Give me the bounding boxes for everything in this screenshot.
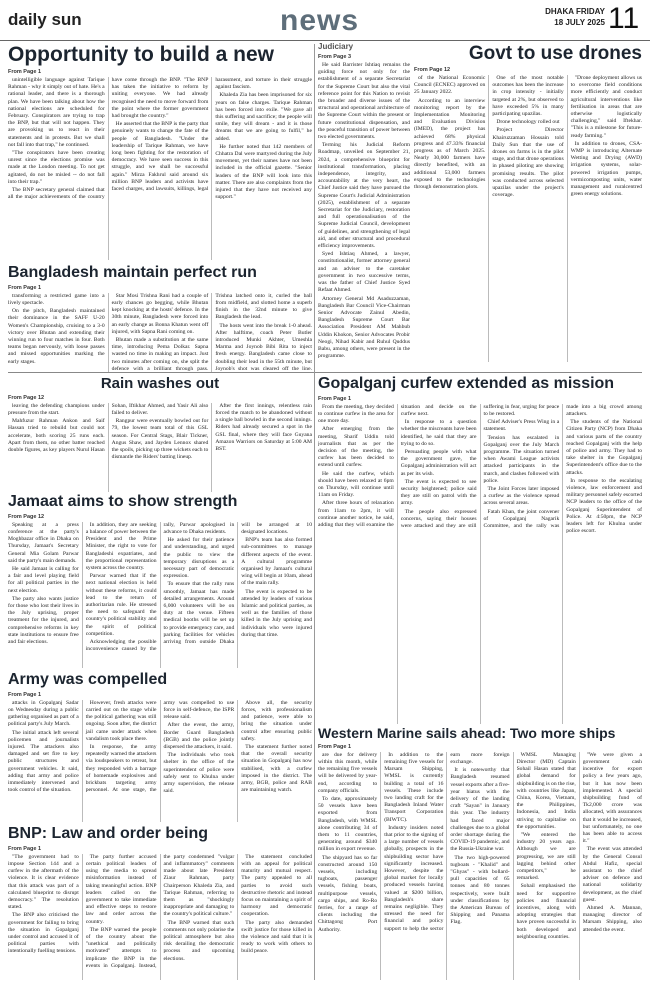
- headline: Rain washes out: [100, 376, 220, 392]
- article-gopalganj: [318, 376, 642, 724]
- paragraph: BNP's team has also formed sub-committees to manage different aspects of the event. A cultural programme organised by Jamaat's cultural wing will begin at 10am, ahead of the main rally.: [241, 537, 312, 587]
- paragraph: Persuading people with what the government gave, the Gopalganj administration will act as per its wish.: [400, 449, 477, 477]
- paragraph: The statement further noted that the overall security situation in Gopalganj has now stabilised, with a curfew imposed in the district. The army, BGB, police and RAB are maintaining watch.: [241, 744, 312, 794]
- source-line: From Page 1: [8, 845, 42, 852]
- paragraph: Attorney General Md Asaduzzaman, Bangladesh Bar Council Vice-Chairman Senior Advocate Zainul Abedin, Bangladesh Supreme Court Bar Association President AM Mahbub Uddin Khokon, Senior Advocates Probir Neogi, Nihad Kabir and Ruhul Quddus Babu, among others, were present in the programme.: [318, 295, 410, 360]
- paragraph: The party also wants justice for those who lost their lives in the July uprising, proper treatment for the injured, and comprehensive reforms in key state institutions to ensure free and fair elections.: [8, 595, 79, 646]
- paragraph: Parwar warned that if the next national election is held without these reforms, it could lead to the return of authoritarian rule. He stressed the need to safeguard the country's political stability and the spirit of political competition.: [85, 573, 157, 637]
- paragraph: Speaking at a press conference at the party's Moghbazar office in Dhaka on Thursday, Jamaat's Secretary General Mia Golam Parwar said the party's main demands.: [8, 521, 79, 564]
- paragraph: In addition, they are seeking a balance of power between the President and the Prime Minister, the right to vote for Bangladeshi expatriates, and the proportional representation system across the country.: [85, 521, 157, 572]
- paragraph: After three hours of relaxation from 11am to 2pm, it will continue another notice, he said, adding that they will examine the situation and decide on the curfew next.: [318, 403, 477, 529]
- masthead: [0, 0, 650, 41]
- paragraph: Industry insiders noted that prior to the signing of a large number of vessels globally, prospects in the shipbuilding sector have significantly increased. However, despite the global market for locally produced vessels having valued at $200 billion, Bangladesh's share remains negligible. They stressed the need for financial and policy support to help the sector earn more foreign exchange.: [384, 751, 510, 932]
- paragraph: Syed Ishtiaq Ahmed, a lawyer, constitutionalist, former attorney general and an adviser to the caretaker government in two successive terms, was the father of Chief Justice Syed Refaat Ahmed.: [318, 251, 410, 294]
- article-body: [318, 752, 642, 980]
- paragraph: Tension has escalated in Gopalganj over the July March programme. The situation turned when Awami League activists attacked participants in the march, and clashes followed with police.: [483, 434, 560, 484]
- issue-date: 18 JULY 2025: [554, 18, 605, 27]
- headline: Opportunity to build a new: [8, 44, 274, 66]
- article-football: [8, 265, 312, 373]
- brand-logo: daily sun: [8, 10, 82, 29]
- article-opportunity: [8, 44, 312, 260]
- article-body: [8, 522, 312, 668]
- paragraph: WMSL Managing Director (MD) Captain Sohail Hasan stated that global demand for shipbuilding is on the rise, with countries like Japan, China, Korea, Vietnam, the Philippines, Indonesia, and India striving to capitalise on the opportunities.: [516, 751, 576, 830]
- paragraph: Chief Adviser's Press Wing in a statement.: [483, 419, 560, 433]
- paragraph: transforming a restricted game into a lively spectacle.: [8, 292, 105, 306]
- headline: Gopalganj curfew extended as mission: [318, 376, 615, 392]
- weekday: FRIDAY: [575, 7, 605, 16]
- paragraph: "The government had to impose Section 144 and a curfew in the aftermath of the violence. It is clear evidence that this attack was part of a calculated blueprint to disrupt democracy." The resolution stated.: [8, 853, 79, 911]
- paragraph: Rangpur were eventually bowled out for 79, the lowest team total of this GSL season. For Central Stags, Blair Tickner, Angus Shaw, and Jayden Lennox shared the spoils, picking up three wickets each to dismantle the Riders' batting lineup.: [111, 418, 209, 461]
- paragraph: Terming his Judicial Reform Roadmap, unveiled on September 21, 2024, a comprehensive blueprint for institutional transformation, placing independence, integrity, and accountability at the very heart, the Chief Justice said they have pursued the Supreme Court's Judicial Administration (2025), establishment of a separate Secretariat for the Judiciary, restoration and full operationalisation of the Supreme Judicial Council, development of guidelines, and strengthening of legal aid, and other structural and procedural efficiency improvements.: [318, 142, 410, 250]
- paragraph: Project Director Khairuzzaman Hossain told Daily Sun that the use of drones on farms is in the pilot stage, and that drone operations in phased piloting are showing promising results. The pilot was conducted across selected upazilas under the project's coverage.: [492, 127, 564, 199]
- paragraph: of the National Economic Council (ECNEC) approved on 25 January 2022.: [414, 74, 486, 96]
- paragraph: The statement concluded with an appeal for political maturity and mutual respect. The party appealed to all parties to avoid such destructive rhetoric and instead focus on maintaining a spirit of harmony and democratic cooperation.: [241, 853, 312, 918]
- paragraph: After the first innings, relentless rain forced the match to be abandoned without a single ball bowled in the second innings. Riders had already secured a spot in the GSL final, where they will face Guyana Amazon Warriors on Saturday at 5:00 AM BST.: [215, 402, 312, 452]
- paragraph: leaving the defending champions under pressure from the start.: [8, 402, 105, 416]
- paragraph: Ahmed A. Mannan, managing director of Marsam Shipping, also attended the event.: [582, 904, 642, 933]
- paragraph: are due for delivery within this month, while the remaining five vessels will be delivered by year-end, according to company officials.: [318, 751, 378, 794]
- divider: [8, 372, 642, 373]
- paragraph: The BNP warned that such comments not only polarise the political atmosphere but also risk derailing the democratic process and upcoming elections.: [163, 919, 235, 962]
- headline: Govt to use drones: [468, 44, 642, 64]
- article-western-marine: [318, 726, 642, 980]
- page-number: 11: [608, 2, 640, 35]
- headline: Bangladesh maintain perfect run: [8, 265, 257, 281]
- source-line: From Page 12: [8, 394, 45, 401]
- paragraph: To date, approximately 50 vessels have been exported from Bangladesh, with WMSL alone contributing 34 of them to 11 countries, generating around $340 million in export revenue.: [318, 795, 378, 853]
- paragraph: In response to a question whether the miscreants have been identified, he said that they are trying to do so.: [400, 419, 477, 447]
- kicker: Judiciary: [318, 42, 354, 51]
- paragraph: unintelligible language against Tarique Rahman - why it simply out of hate. He's a rational leader, and there is a thorough plan. We have been talking about how the national elections are scheduled for February. Conspirators are trying to trap the BNP, but that will not happen. They are provoking us to react in their statements and in protests. But we shall not fall into that trap," he continued.: [8, 77, 105, 148]
- article-bnp: [8, 826, 312, 980]
- paragraph: According to an interview monitoring report by the Implementation Monitoring and Evaluation Division (IMED), the project has achieved 68% physical progress and 47.33% financial progress as of March 2025. Nearly 30,000 farmers have directly benefited, with an additional 53,000 farmers exposed to the technologies through demonstration plots.: [414, 97, 486, 190]
- paragraph: Mahfuzur Rahman Ankon and Saif Hassan tried to rebuild but could not accelerate, both scoring 25 runs each. Apart from them, no other batter reached double figures, as key players Nurul Hasan Sohan, Iftikhar Ahmed, and Yasir Ali also failed to deliver.: [8, 402, 209, 453]
- article-body: [318, 62, 410, 364]
- paragraph: In response, the army repeatedly warned the attackers via loudspeakers to retreat, but they responded with a barrage of homemade explosives and brickbats targeting army personnel. At one stage, the army was compelled to use force in self-defence, the ISPR release said.: [85, 699, 235, 794]
- article-body: [8, 854, 312, 980]
- paragraph: In addition to drones, CSA-WMP is introducing Alternate Wetting and Drying (AWD) irrigation systems, solar-powered irrigation pumps, vermicomposting units, water management and ruralcentred green energy solutions.: [570, 140, 642, 198]
- paragraph: After emerging from the meeting, Sharif Uddin told journalists that as per the decision of the meeting, the curfew has been decided to extend until curfew.: [318, 426, 394, 469]
- article-body: [8, 403, 312, 492]
- paragraph: "We entered the industry 20 years ago. Although we are progressing, we are still lagging behind other competitors," he remarked.: [516, 831, 576, 882]
- source-line: From Page 12: [414, 66, 451, 73]
- paragraph: The students of the National Citizen Party (NCP) from Dhaka and various parts of the country reached Gopalganj with the help of police and army. They had to take shelter in the Gopalganj Superintendent's office due to the attacks.: [566, 419, 642, 476]
- paragraph: The initial attack left several policemen and journalists injured. The attackers also damaged and set fire to key public structures and government vehicles. It said, adding that army and police immediately intervened and took control of the situation.: [8, 729, 79, 794]
- source-line: From Page 1: [318, 395, 352, 402]
- paragraph: The party further accused certain political leaders of using the media to spread misinformation instead of taking meaningful action. BNP leaders called on the government to take immediate and effective steps to restore law and order across the country.: [85, 853, 157, 925]
- paragraph: The BNP secretary general claimed that all the major achievements of the country have come through the BNP. "The BNP has taken the initiative to reform by uniting everyone. We had already recognised the need to move forward from the point where the former government had brought the country.": [8, 77, 209, 201]
- article-judiciary: [318, 42, 410, 364]
- paragraph: Acknowledging the possible inconvenience caused by the rally, Parwar apologised in advance to Dhaka residents.: [85, 521, 235, 653]
- paragraph: The BNP also criticised the government for failing to bring the situation in Gopalganj under control and accused it of political parties with intentionally fuelling tensions.: [8, 912, 79, 955]
- article-jamaat: [8, 494, 312, 668]
- paragraph: The party also demanded swift justice for those killed in the violence and said that it is ready to work with others to build peace.: [241, 919, 312, 955]
- article-body: [8, 700, 312, 822]
- paragraph: To ensure that the rally runs smoothly, Jamaat has made detailed arrangements. Around 6,000 volunteers will be on duty at the venue. Fifteen medical booths will be set up to provide emergency care, and parking facilities for vehicles arriving from outside Dhaka will be arranged at 10 designated locations.: [163, 521, 312, 646]
- article-army: [8, 672, 312, 822]
- article-body: [414, 75, 642, 362]
- paragraph: The BNP warned the people of the country about the "unethical and politically motivated" attempts to implicate the BNP in the events in Gopalganj. Instead, the party condemned "vulgar and inflammatory" comments made about late President Ziaur Rahman, party Chairperson Khaleda Zia, and Tarique Rahman, referring to them as "shockingly inappropriate and damaging to the country's political culture.": [85, 853, 235, 969]
- paragraph: The Joint Forces later imposed a curfew as the violence spread across several areas.: [483, 486, 560, 507]
- paragraph: "Drone deployment allows us to overcome field conditions more efficiently and conduct agricultural interventions like fertilisation in areas that are otherwise logistically challenging," said Iftekhar. "This is a milestone for future-ready farming.": [570, 74, 642, 139]
- paragraph: The event is expected to be attended by leaders of various Islamic and political parties, as well as the families of those killed in the July uprising and individuals who were injured during that time.: [241, 588, 312, 638]
- paragraph: It is noteworthy that Bangladesh resumed vessel exports after a five-year hiatus with the delivery of the landing craft "Sayan" in January this year. The industry had faced major challenges due to a global order shortage during the COVID-19 pandemic, and the Russia-Ukraine war.: [450, 767, 510, 853]
- paragraph: Bhutan made a substitution at the same time, introducing Pema Dolkar. Sapna wasted no time in making an impact. Just two minutes after coming on, she split the defence with a brilliant through pass. Trishna latched onto it, curled the ball from midfield, and slotted home a superb finish in the 32nd minute to give Bangladesh the lead.: [111, 292, 312, 372]
- paragraph: Khaleda Zia has been imprisoned for six years on false charges. Tarique Rahman has been forced into exile. "We gave all this suffering and sacrifice; the people will smile, they will dream - and it is those dreams that we are going to fulfil," he added.: [215, 92, 312, 142]
- paragraph: The event is expected to see security heightened; police said they are still on patrol with the army.: [400, 478, 477, 507]
- article-govt-drones: [414, 44, 642, 362]
- article-body: [318, 404, 642, 724]
- paragraph: Drone technology rolled out: [496, 119, 560, 126]
- article-body: [8, 293, 312, 373]
- paragraph: He asserted that the BNP is the party that genuinely wants to change the fate of the people of Bangladesh. "Under the leadership of Tarique Rahman, we have long been fighting for the restoration of democracy. We have seen success in this struggle, and we shall be successful again." Mirza Fakhrul said around six million BNP leaders and activists have faced charges, and lawsuits, killings, legal harassment, and torture in their struggle against fascism.: [111, 77, 312, 193]
- source-line: From Page 1: [318, 743, 352, 750]
- divider: [314, 44, 315, 980]
- section-title: news: [280, 4, 360, 37]
- paragraph: The hosts went into the break 1-0 ahead. After halftime, coach Peter Butler introduced Munki Akhter, Umeshla Marma and Joynob Bibi Rita to inject fresh energy. Bangladesh came close to doubling their lead in the 55th minute, but Joynob's shot was cleared off the line.: [215, 322, 312, 372]
- city: DHAKA: [545, 7, 574, 16]
- source-line: From Page 1: [8, 69, 42, 76]
- headline: Army was compelled: [8, 672, 168, 688]
- paragraph: The event was attended by the General Consul Abdul Hafiz, special assistant to the chief adviser on defence and national solidarity development, as the chief guest.: [582, 846, 642, 903]
- headline: Jamaat aims to show strength: [8, 494, 238, 510]
- paragraph: attacks in Gopalganj Sadar on Wednesday during a public gathering organised as part of a political party's July March.: [8, 699, 79, 728]
- article-rain: [8, 376, 312, 492]
- date-block: [545, 6, 605, 28]
- paragraph: He said Jamaat is calling for a fair and level playing field for all political parties in the next election.: [8, 566, 79, 594]
- source-line: From Page 1: [8, 691, 42, 698]
- paragraph: The shipyard has so far constructed around 150 vessels, including tugboats, passenger vessels, fishing boats, multipurpose vessels, cargo ships, and Ro-Ro ferries, for a range of clients including the Chittagong Port Authority.: [318, 854, 378, 933]
- paragraph: The individuals who took shelter in the office of the superintendent of police were safely sent to Khulna under army supervision, the release said.: [163, 752, 235, 795]
- source-line: From Page 3: [318, 54, 352, 60]
- paragraph: Above all, the security forces, with professionalism and patience, were able to bring the situation under control after ensuring public safety.: [241, 699, 312, 742]
- paragraph: In response to the escalating violence, law enforcement and military personnel safely escorted NCP leaders to the office of the Gopalganj Superintendent of Police. At 4:50pm, the NCP leaders left for Khulna under police escort.: [566, 477, 642, 535]
- paragraph: After the event, the army, Border Guard Bangladesh (BGB) and the police jointly dispersed the attackers, it said.: [163, 722, 235, 751]
- paragraph: He asked for their patience and understanding, and urged the public to view the temporary disruptions as a necessary part of democratic expression.: [163, 537, 235, 580]
- paragraph: In addition to the remaining five vessels for Marsam Shipping, WMSL is currently building a total of 16 vessels. These include two landing craft for the Bangladesh Inland Water Transport Corporation (BIWTC).: [384, 751, 444, 823]
- source-line: From Page 1: [8, 284, 42, 291]
- paragraph: He said Barrister Ishtiaq remains the guiding force not only for the establishment of a separate Secretariat for the Supreme Court but also the vital reference point for this Nation to revisit the broader and diverse issues of the structural and operational architecture of the Supreme Court within the present or future constitutional dispensation, and the peaceful transition of power between two elected governments.: [318, 62, 410, 141]
- headline: Western Marine sails ahead: Two more ships: [318, 726, 616, 741]
- paragraph: Star Mosi Trishna Rani had a couple of early chances go begging, while Bhutan kept knocking at the hosts' defence. In the 30th minute, Bangladesh were forced into an early change as Bonna Khatun went off injured, with Sapna Rani coming on.: [111, 292, 209, 335]
- paragraph: He said the curfew, which should have been relaxed at 6pm on Thursday, will continue until 11am on Friday.: [318, 470, 394, 499]
- paragraph: The people also expressed concerns, saying their houses were attacked and they are still suffering in fear, urging for peace to be restored.: [400, 403, 560, 530]
- source-line: From Page 12: [8, 513, 45, 520]
- paragraph: "The conspirators have been creating unrest since the elections promise was made at the London meeting. To not get agitated, do not be misled -- do not fall into their trap.": [8, 150, 105, 185]
- headline: BNP: Law and order being: [8, 826, 209, 842]
- article-body: [8, 77, 312, 260]
- paragraph: From the meeting, they decided to continue curfew in the area for one more day.: [318, 403, 394, 425]
- paragraph: The two high-powered tugboats - "Khalid" and "Ghyas" - with bollard-pull capacities of 65 tonnes and 80 tonnes respectively, were built under classifications by the American Bureau of Shipping and Panama Flag.: [450, 854, 510, 926]
- paragraph: Sohail emphasised the need for supportive policies and financial incentives, along with adopting strategies that have proven successful in both developed and neighbouring countries.: [516, 883, 576, 940]
- paragraph: Fatah Khan, the joint convener of Gopalganj Nagarik Committee, and the rally was made into a big crowd among attackers.: [483, 403, 642, 530]
- paragraph: "We were given a government cash incentive for export policy a few years ago, but it has now been implemented. A special shipbuilding fund of Tk2,000 crore was allocated, with assurances that it would be increased, but unfortunately, no one has been able to access it.": [582, 751, 642, 845]
- paragraph: He further noted that 142 members of Chhatra Dal were martyred during the July movement, yet their names have not been included in the official gazette. "Senior leaders of the BNP will look into this matter. There are also complaints from the injured that they have not received any support.": [215, 143, 312, 201]
- paragraph: On the pitch, Bangladesh maintained their dominance in the SAFF U-20 Women's Championship, cruising to a 3-0 victory over Bhutan and extending their winning run to four matches in four. Both teams began nervously, with loose passes and missed opportunities marking the early stages.: [8, 308, 105, 365]
- paragraph: However, fresh attacks were carried out on the stage while the political gathering was still ongoing. Soon after, the district jail came under attack when vandalism took place there.: [85, 699, 157, 742]
- paragraph: One of the most notable outcomes has been the increase in crop intensity - initially targeted at 2%, but observed to have exceeded 5% in many participating upazilas.: [492, 74, 564, 117]
